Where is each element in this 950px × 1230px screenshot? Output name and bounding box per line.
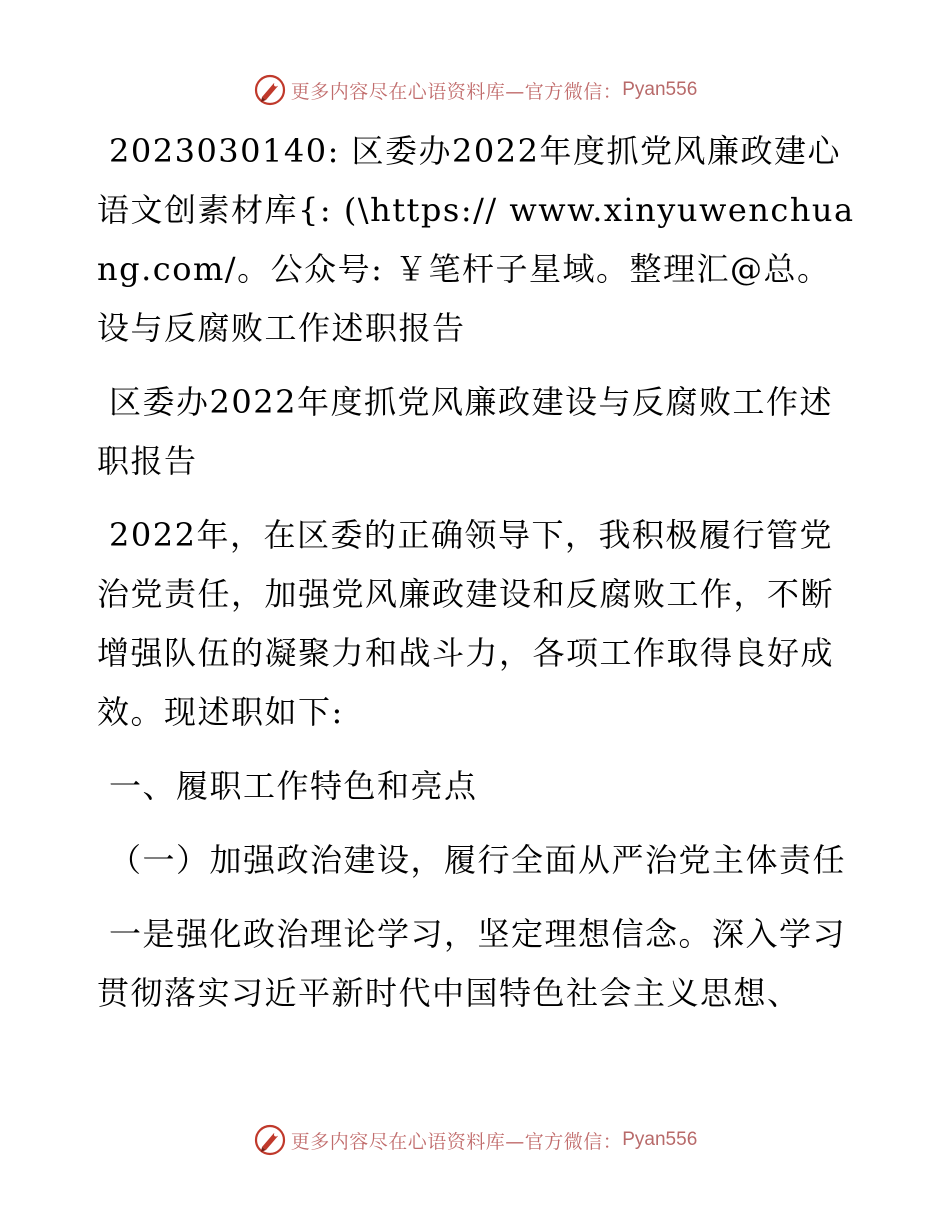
- document-body: [97, 122, 857, 1038]
- watermark-contact: Pyan556: [622, 1129, 698, 1150]
- watermark-contact: Pyan556: [622, 79, 698, 100]
- pen-logo-icon: [253, 73, 287, 107]
- body-paragraph: 一是强化政治理论学习，坚定理想信念。深入学习贯彻落实习近平新时代中国特色社会主义思想、: [97, 915, 847, 1012]
- watermark-bottom: [0, 1120, 950, 1160]
- pen-logo-icon: [253, 1123, 287, 1157]
- document-header-line: 2023030140: 区委办2022年度抓党风廉政建心语文创素材库{: (\https:// www.xinyuwenchuang.com/。公众号: ￥笔杆子星域。整理汇@总。设与反腐败工作述职报告: [97, 132, 855, 347]
- document-title: 区委办2022年度抓党风廉政建设与反腐败工作述职报告: [97, 383, 833, 480]
- watermark-top: [0, 70, 950, 110]
- watermark-text: 更多内容尽在心语资料库—官方微信：: [290, 1130, 623, 1153]
- intro-paragraph: 2022年，在区委的正确领导下，我积极履行管党治党责任，加强党风廉政建设和反腐败工作，不断增强队伍的凝聚力和战斗力，各项工作取得良好成效。现述职如下:: [97, 516, 835, 731]
- section-heading: 一、履职工作特色和亮点: [109, 767, 478, 805]
- watermark-text: 更多内容尽在心语资料库—官方微信：: [290, 80, 623, 103]
- subsection-heading: （一）加强政治建设，履行全面从严治党主体责任: [109, 841, 847, 879]
